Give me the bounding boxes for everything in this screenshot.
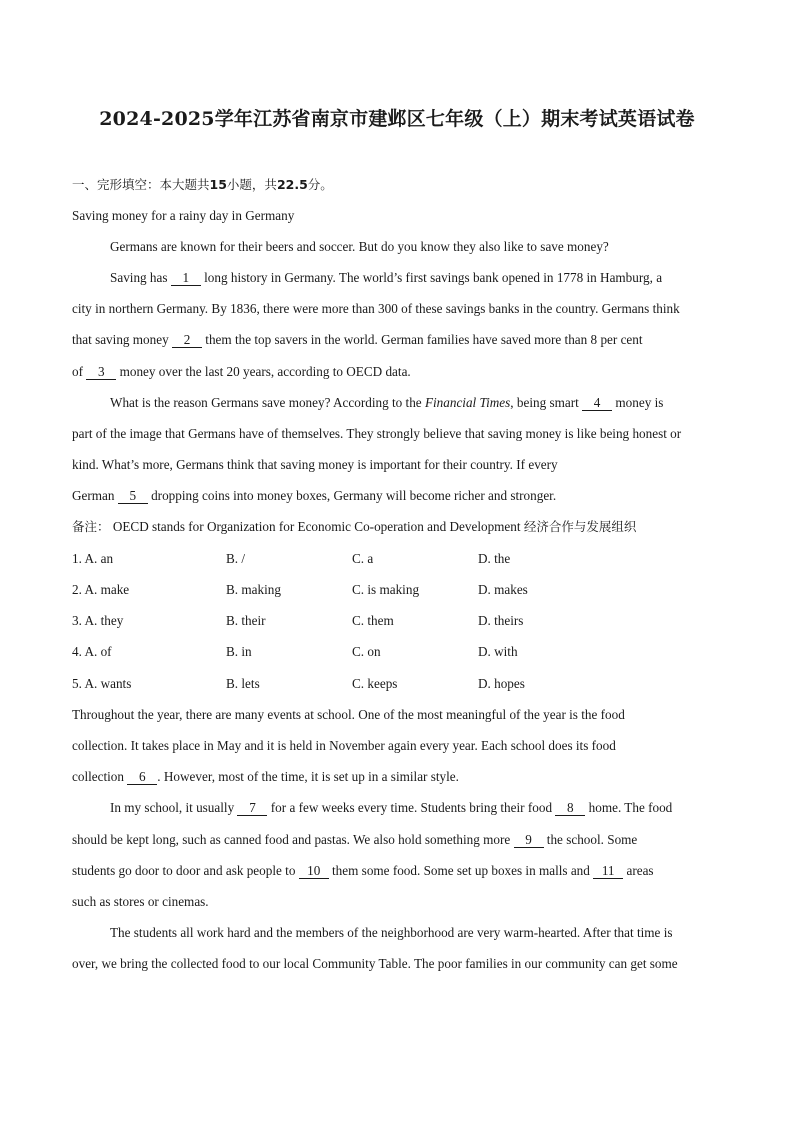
- blank-11: 11: [593, 864, 623, 879]
- passage-line: [110, 799, 760, 817]
- passage-line: [110, 269, 760, 287]
- question-number: 2.: [72, 582, 82, 597]
- option-b[interactable]: B. lets: [226, 676, 260, 691]
- blank-4: 4: [582, 396, 612, 411]
- passage-line: [72, 331, 722, 349]
- passage-line: Germans are known for their beers and soccer. But do you know they also like to save money?: [110, 239, 609, 254]
- passage-line: [72, 831, 722, 849]
- option-text: A. wants: [84, 676, 132, 691]
- note-chinese: 经济合作与发展组织: [523, 519, 637, 534]
- question-number: 5.: [72, 676, 82, 691]
- blank-10: 10: [300, 863, 327, 878]
- text-span: home. The food: [585, 800, 673, 815]
- passage-line: Throughout the year, there are many events at school. One of the most meaningful of the year is the food: [72, 707, 625, 722]
- text-span: should be kept long, such as canned food and pastas. We also hold something more: [72, 832, 514, 847]
- blank-1: 1: [171, 271, 201, 286]
- question-number: 4.: [72, 644, 82, 659]
- text-span: that saving money: [72, 332, 172, 347]
- option-a[interactable]: [72, 581, 129, 599]
- option-a[interactable]: [72, 675, 131, 693]
- option-a[interactable]: [72, 612, 123, 630]
- text-span: , being smart: [510, 395, 583, 410]
- option-text: A. of: [84, 644, 112, 659]
- text-span: of: [72, 364, 87, 379]
- text-span: money over the last 20 years, according to OECD data.: [116, 364, 411, 379]
- passage-line: [110, 394, 760, 412]
- passage-line: collection. It takes place in May and it is held in November again every year. Each school does its food: [72, 738, 616, 753]
- blank-6: 6: [127, 770, 157, 785]
- passage-line: [72, 363, 722, 381]
- section-heading: [72, 176, 722, 194]
- passage-line: [72, 487, 722, 505]
- text-span: the school. Some: [543, 832, 638, 847]
- option-d[interactable]: D. the: [478, 551, 511, 566]
- text-span: . However, most of the time, it is set up in a similar style.: [157, 769, 459, 784]
- passage-line: city in northern Germany. By 1836, there were more than 300 of these savings banks in the country. Germans think: [72, 301, 680, 316]
- blank-9: 9: [514, 833, 544, 848]
- text-span: Saving has: [110, 270, 171, 285]
- text-span: What is the reason Germans save money? According to the: [110, 395, 425, 410]
- option-text: A. an: [84, 551, 114, 566]
- option-b[interactable]: B. making: [226, 582, 281, 597]
- text-span: money is: [612, 395, 664, 410]
- italic-title: Financial Times: [424, 395, 511, 410]
- question-number: 3.: [72, 613, 82, 628]
- text-span: areas: [623, 863, 654, 878]
- option-text: A. make: [84, 582, 130, 597]
- text-span: them the top savers in the world. German families have saved more than 8 per cent: [202, 332, 643, 347]
- option-b[interactable]: B. their: [226, 613, 266, 628]
- passage-line: over, we bring the collected food to our local Community Table. The poor families in our community can get some: [72, 956, 678, 971]
- text-span: dropping coins into money boxes, Germany will become richer and stronger.: [147, 488, 557, 503]
- passage-line: [72, 862, 722, 880]
- option-b[interactable]: B. in: [226, 644, 252, 659]
- blank-5: 5: [118, 489, 148, 504]
- text-span: students go door to door and ask people to: [72, 863, 299, 878]
- option-c[interactable]: C. on: [352, 644, 381, 659]
- passage-line: part of the image that Germans have of themselves. They strongly believe that saving money is like being honest or: [72, 426, 682, 441]
- passage-line: kind. What’s more, Germans think that saving money is important for their country. If every: [72, 457, 558, 472]
- section-prefix: 一、完形填空：本大题共: [72, 177, 210, 192]
- text-span: collection: [72, 769, 128, 784]
- blank-3: 3: [86, 365, 116, 380]
- text-span: In my school, it usually: [110, 800, 238, 815]
- passage-line: The students all work hard and the members of the neighborhood are very warm-hearted. After that time is: [110, 925, 673, 940]
- section-mid: 小题，共: [226, 177, 277, 192]
- blank-2: 2: [172, 333, 202, 348]
- option-c[interactable]: C. is making: [352, 582, 420, 597]
- blank-7: 7: [237, 801, 267, 816]
- note-label: 备注：: [72, 519, 110, 534]
- option-d[interactable]: D. makes: [478, 582, 528, 597]
- option-b[interactable]: B. /: [226, 551, 246, 566]
- text-span: them some food. Some set up boxes in malls and: [328, 863, 594, 878]
- question-count: 15: [209, 177, 227, 192]
- page-title: 2024-2025学年江苏省南京市建邺区七年级（上）期末考试英语试卷: [99, 108, 695, 130]
- option-a[interactable]: [72, 550, 113, 568]
- note-text: OECD stands for Organization for Economic Co-operation and Development: [109, 519, 524, 534]
- option-c[interactable]: C. them: [352, 613, 394, 628]
- blank-8: 8: [555, 801, 585, 816]
- note-line: [72, 518, 722, 536]
- option-a[interactable]: [72, 643, 112, 661]
- option-c[interactable]: C. keeps: [352, 676, 398, 691]
- passage-line: such as stores or cinemas.: [72, 894, 209, 909]
- passage-line: [72, 768, 722, 786]
- option-d[interactable]: D. theirs: [478, 613, 524, 628]
- passage-heading: Saving money for a rainy day in Germany: [72, 208, 295, 223]
- text-span: for a few weeks every time. Students bring their food: [267, 800, 556, 815]
- section-suffix: 分。: [307, 177, 333, 192]
- text-span: German: [72, 488, 118, 503]
- option-text: A. they: [84, 613, 124, 628]
- text-span: long history in Germany. The world’s first savings bank opened in 1778 in Hamburg, a: [200, 270, 663, 285]
- option-d[interactable]: D. hopes: [478, 676, 525, 691]
- question-number: 1.: [72, 551, 82, 566]
- total-score: 22.5: [276, 177, 308, 192]
- option-d[interactable]: D. with: [478, 644, 518, 659]
- option-c[interactable]: C. a: [352, 551, 374, 566]
